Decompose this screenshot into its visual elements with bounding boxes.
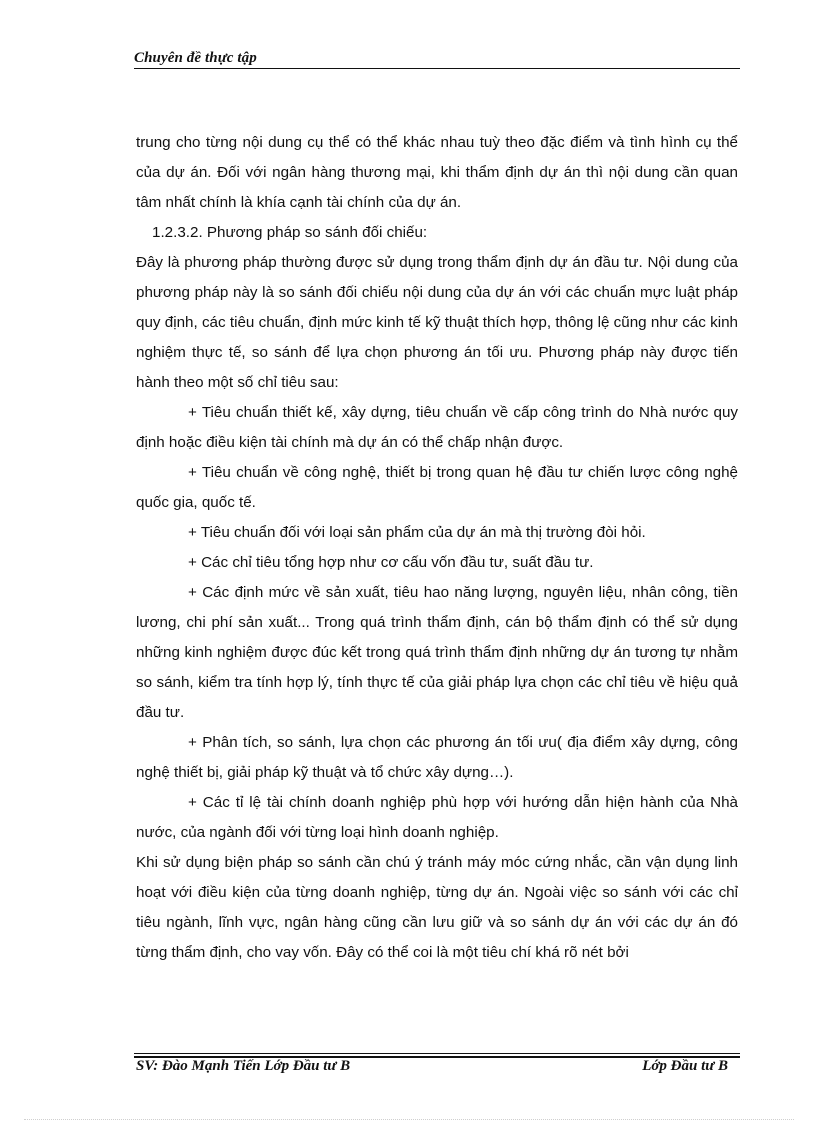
list-item: + Các định mức về sản xuất, tiêu hao năng lượng, nguyên liệu, nhân công, tiền lương, chi phí sản xuất... Trong quá trình thẩm định, cán bộ thẩm định có thể sử dụng những kinh nghiệm được đúc kết trong quá trình thẩm định những dự án tương tự nhằm so sánh, kiểm tra tính hợp lý, tính thực tế của giải pháp lựa chọn các chỉ tiêu về hiệu quả đầu tư.	[136, 584, 738, 721]
list-item: + Các chỉ tiêu tổng hợp như cơ cấu vốn đầu tư, suất đầu tư.	[188, 554, 594, 571]
page-footer	[134, 1058, 740, 1078]
list-item: + Phân tích, so sánh, lựa chọn các phương án tối ưu( địa điểm xây dựng, công nghệ thiết bị, giải pháp kỹ thuật và tổ chức xây dựng…).	[136, 734, 738, 781]
header-title: Chuyên đề thực tập	[134, 50, 257, 66]
page-edge	[24, 1119, 794, 1120]
paragraph: Khi sử dụng biện pháp so sánh cần chú ý tránh máy móc cứng nhắc, cần vận dụng linh hoạt với điều kiện của từng doanh nghiệp, từng dự án. Ngoài việc so sánh với các chỉ tiêu ngành, lĩnh vực, ngân hàng cũng cần lưu giữ và so sánh dự án với các dự án đó từng thẩm định, cho vay vốn. Đây có thể coi là một tiêu chí khá rõ nét bởi	[136, 854, 738, 961]
footer-rule	[134, 1053, 740, 1054]
section-heading: 1.2.3.2. Phương pháp so sánh đối chiếu:	[152, 224, 428, 241]
paragraph: Đây là phương pháp thường được sử dụng trong thẩm định dự án đầu tư. Nội dung của phương pháp này là so sánh đối chiếu nội dung của dự án với các chuẩn mực luật pháp quy định, các tiêu chuẩn, định mức kinh tế kỹ thuật thích hợp, thông lệ cũng như các kinh nghiệm thực tế, so sánh để lựa chọn phương án tối ưu. Phương pháp này được tiến hành theo một số chỉ tiêu sau:	[136, 254, 738, 391]
footer-class: Lớp Đầu tư B	[642, 1058, 728, 1074]
paragraph: trung cho từng nội dung cụ thể có thể khác nhau tuỳ theo đặc điểm và tình hình cụ thể của dự án. Đối với ngân hàng thương mại, khi thẩm định dự án thì nội dung cần quan tâm nhất chính là khía cạnh tài chính của dự án.	[136, 134, 738, 211]
list-item: + Tiêu chuẩn về công nghệ, thiết bị trong quan hệ đầu tư chiến lược công nghệ quốc gia, quốc tế.	[136, 464, 738, 511]
header-rule	[134, 68, 740, 69]
footer-author: SV: Đào Mạnh Tiến Lớp Đầu tư B	[136, 1058, 351, 1074]
list-item: + Các tỉ lệ tài chính doanh nghiệp phù hợp với hướng dẫn hiện hành của Nhà nước, của ngành đối với từng loại hình doanh nghiệp.	[136, 794, 738, 841]
list-item: + Tiêu chuẩn đối với loại sản phẩm của dự án mà thị trường đòi hỏi.	[188, 524, 646, 541]
body-text	[136, 128, 738, 968]
list-item: + Tiêu chuẩn thiết kế, xây dựng, tiêu chuẩn về cấp công trình do Nhà nước quy định hoặc điều kiện tài chính mà dự án có thể chấp nhận được.	[136, 404, 738, 451]
page-header	[134, 50, 740, 70]
